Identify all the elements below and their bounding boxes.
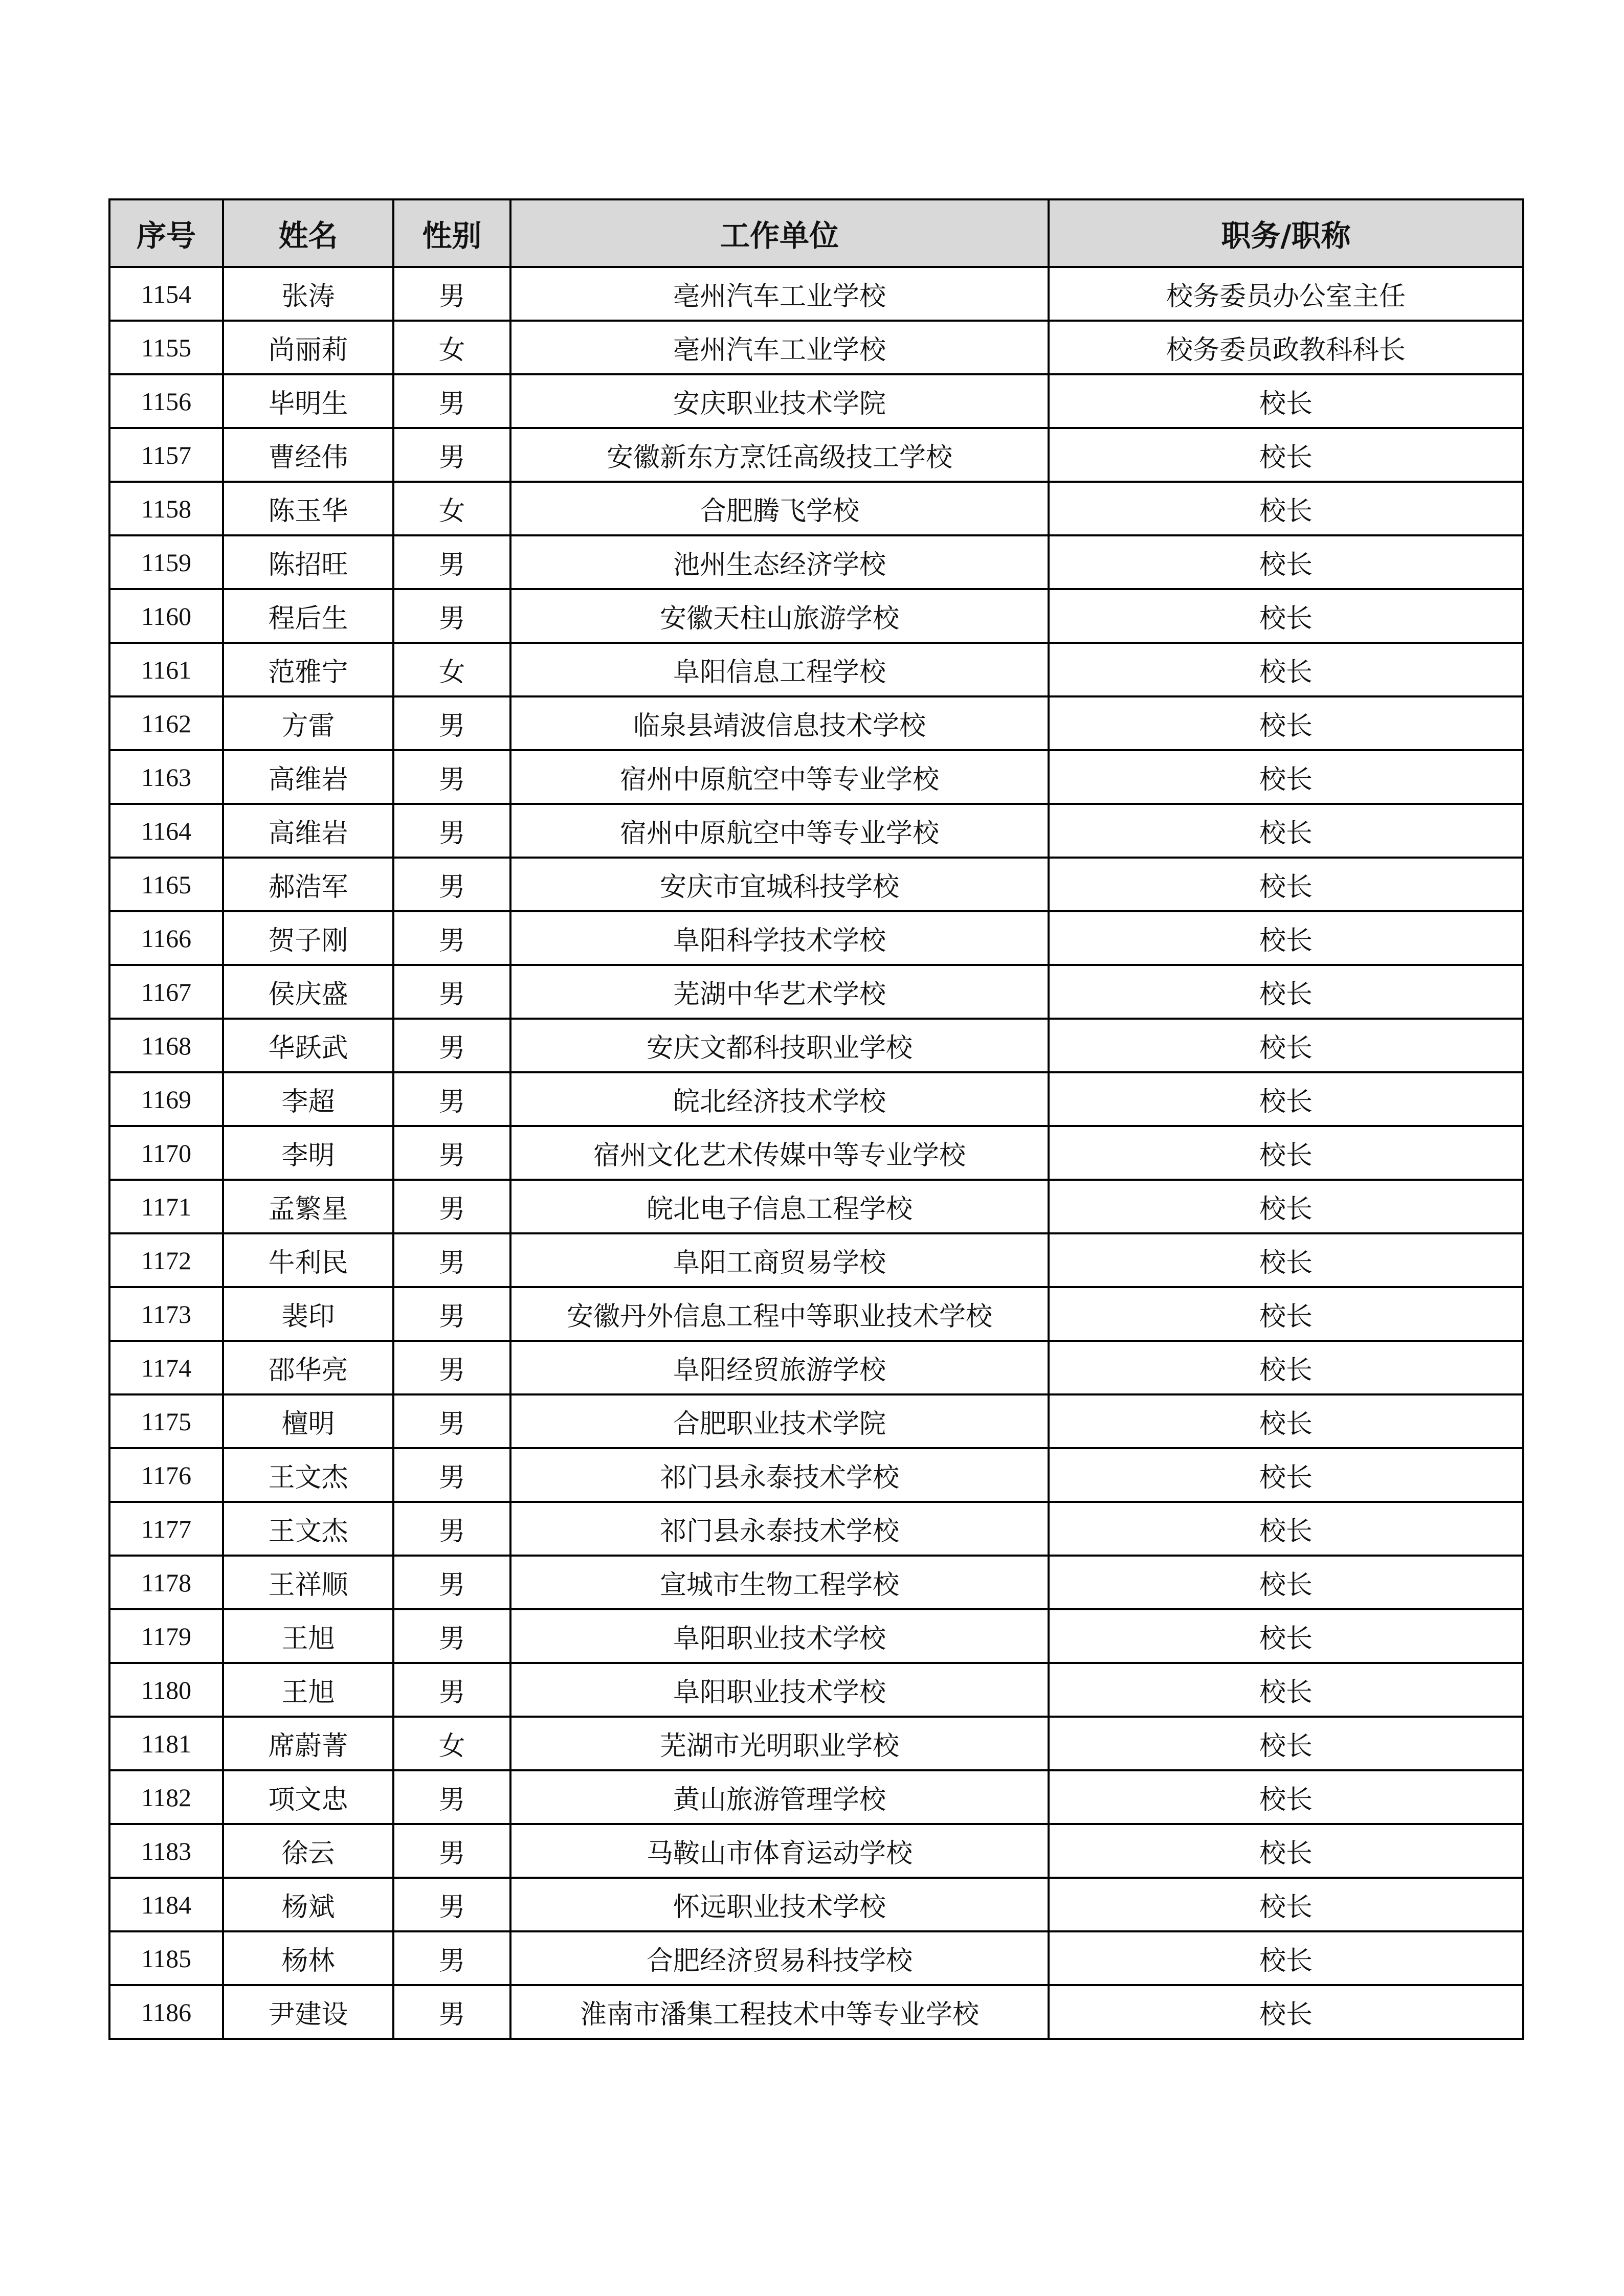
cell-serial-number: 1169 [109, 1072, 223, 1126]
table-row [109, 321, 1523, 374]
cell-work-unit: 阜阳职业技术学校 [510, 1663, 1049, 1717]
cell-name: 毕明生 [223, 374, 393, 428]
cell-name: 尚丽莉 [223, 321, 393, 374]
table-header [109, 199, 1523, 267]
cell-gender: 男 [393, 1233, 510, 1287]
cell-gender: 男 [393, 1931, 510, 1985]
cell-position-title: 校长 [1049, 696, 1523, 750]
cell-gender: 男 [393, 858, 510, 911]
cell-position-title: 校务委员办公室主任 [1049, 267, 1523, 321]
table-row [109, 1180, 1523, 1233]
cell-gender: 男 [393, 1609, 510, 1663]
table-row [109, 1556, 1523, 1609]
cell-serial-number: 1184 [109, 1878, 223, 1931]
cell-work-unit: 池州生态经济学校 [510, 535, 1049, 589]
cell-position-title: 校长 [1049, 1556, 1523, 1609]
cell-work-unit: 安庆市宜城科技学校 [510, 858, 1049, 911]
cell-position-title: 校长 [1049, 1341, 1523, 1394]
cell-serial-number: 1160 [109, 589, 223, 643]
cell-name: 高维岩 [223, 750, 393, 804]
cell-work-unit: 马鞍山市体育运动学校 [510, 1824, 1049, 1878]
table-row [109, 696, 1523, 750]
roster-table [108, 198, 1524, 2040]
cell-gender: 男 [393, 1985, 510, 2039]
cell-gender: 男 [393, 1287, 510, 1341]
table-row [109, 1985, 1523, 2039]
cell-serial-number: 1162 [109, 696, 223, 750]
table-row [109, 1341, 1523, 1394]
table-row [109, 750, 1523, 804]
cell-name: 邵华亮 [223, 1341, 393, 1394]
cell-gender: 男 [393, 965, 510, 1019]
header-work-unit: 工作单位 [510, 199, 1049, 267]
cell-position-title: 校长 [1049, 1878, 1523, 1931]
cell-position-title: 校长 [1049, 589, 1523, 643]
cell-position-title: 校长 [1049, 428, 1523, 482]
header-gender: 性别 [393, 199, 510, 267]
cell-position-title: 校长 [1049, 1394, 1523, 1448]
cell-work-unit: 芜湖中华艺术学校 [510, 965, 1049, 1019]
cell-work-unit: 祁门县永泰技术学校 [510, 1448, 1049, 1502]
header-row [109, 199, 1523, 267]
cell-name: 徐云 [223, 1824, 393, 1878]
cell-name: 孟繁星 [223, 1180, 393, 1233]
table-row [109, 1878, 1523, 1931]
table-row [109, 1072, 1523, 1126]
cell-gender: 男 [393, 1180, 510, 1233]
table-row [109, 428, 1523, 482]
table-row [109, 1287, 1523, 1341]
cell-work-unit: 芜湖市光明职业学校 [510, 1717, 1049, 1770]
cell-position-title: 校长 [1049, 1180, 1523, 1233]
table-row [109, 1931, 1523, 1985]
cell-work-unit: 宣城市生物工程学校 [510, 1556, 1049, 1609]
cell-serial-number: 1185 [109, 1931, 223, 1985]
cell-work-unit: 临泉县靖波信息技术学校 [510, 696, 1049, 750]
table-row [109, 1663, 1523, 1717]
cell-name: 方雷 [223, 696, 393, 750]
cell-name: 牛利民 [223, 1233, 393, 1287]
cell-serial-number: 1167 [109, 965, 223, 1019]
cell-work-unit: 皖北电子信息工程学校 [510, 1180, 1049, 1233]
cell-serial-number: 1177 [109, 1502, 223, 1556]
cell-gender: 男 [393, 1502, 510, 1556]
cell-work-unit: 怀远职业技术学校 [510, 1878, 1049, 1931]
cell-position-title: 校务委员政教科科长 [1049, 321, 1523, 374]
cell-position-title: 校长 [1049, 374, 1523, 428]
cell-name: 杨林 [223, 1931, 393, 1985]
table-row [109, 535, 1523, 589]
cell-work-unit: 安庆文都科技职业学校 [510, 1019, 1049, 1072]
cell-name: 范雅宁 [223, 643, 393, 696]
cell-gender: 男 [393, 589, 510, 643]
table-row [109, 1609, 1523, 1663]
cell-gender: 男 [393, 1663, 510, 1717]
cell-serial-number: 1172 [109, 1233, 223, 1287]
cell-name: 王文杰 [223, 1448, 393, 1502]
cell-name: 华跃武 [223, 1019, 393, 1072]
table-row [109, 1126, 1523, 1180]
cell-position-title: 校长 [1049, 1663, 1523, 1717]
cell-name: 王祥顺 [223, 1556, 393, 1609]
cell-name: 席蔚菁 [223, 1717, 393, 1770]
cell-serial-number: 1175 [109, 1394, 223, 1448]
table-row [109, 965, 1523, 1019]
cell-serial-number: 1186 [109, 1985, 223, 2039]
cell-serial-number: 1157 [109, 428, 223, 482]
table-row [109, 1019, 1523, 1072]
cell-gender: 男 [393, 1126, 510, 1180]
cell-work-unit: 淮南市潘集工程技术中等专业学校 [510, 1985, 1049, 2039]
cell-work-unit: 皖北经济技术学校 [510, 1072, 1049, 1126]
cell-gender: 男 [393, 1878, 510, 1931]
cell-name: 张涛 [223, 267, 393, 321]
cell-name: 王旭 [223, 1663, 393, 1717]
cell-gender: 男 [393, 804, 510, 858]
cell-serial-number: 1155 [109, 321, 223, 374]
cell-work-unit: 安庆职业技术学院 [510, 374, 1049, 428]
table-row [109, 374, 1523, 428]
cell-position-title: 校长 [1049, 911, 1523, 965]
cell-work-unit: 安徽新东方烹饪高级技工学校 [510, 428, 1049, 482]
cell-serial-number: 1181 [109, 1717, 223, 1770]
cell-work-unit: 阜阳科学技术学校 [510, 911, 1049, 965]
cell-serial-number: 1158 [109, 482, 223, 535]
cell-work-unit: 宿州文化艺术传媒中等专业学校 [510, 1126, 1049, 1180]
cell-gender: 男 [393, 535, 510, 589]
cell-serial-number: 1182 [109, 1770, 223, 1824]
table-row [109, 482, 1523, 535]
cell-gender: 男 [393, 1341, 510, 1394]
cell-work-unit: 安徽丹外信息工程中等职业技术学校 [510, 1287, 1049, 1341]
cell-work-unit: 阜阳信息工程学校 [510, 643, 1049, 696]
table-row [109, 1394, 1523, 1448]
cell-serial-number: 1164 [109, 804, 223, 858]
cell-position-title: 校长 [1049, 1824, 1523, 1878]
cell-gender: 男 [393, 750, 510, 804]
cell-gender: 男 [393, 696, 510, 750]
table-row [109, 911, 1523, 965]
cell-name: 李超 [223, 1072, 393, 1126]
cell-serial-number: 1159 [109, 535, 223, 589]
table-body [109, 267, 1523, 2039]
cell-gender: 男 [393, 1394, 510, 1448]
cell-work-unit: 阜阳职业技术学校 [510, 1609, 1049, 1663]
cell-work-unit: 祁门县永泰技术学校 [510, 1502, 1049, 1556]
table-row [109, 1448, 1523, 1502]
cell-position-title: 校长 [1049, 1770, 1523, 1824]
cell-serial-number: 1154 [109, 267, 223, 321]
table-row [109, 1717, 1523, 1770]
cell-work-unit: 亳州汽车工业学校 [510, 267, 1049, 321]
cell-serial-number: 1179 [109, 1609, 223, 1663]
cell-gender: 男 [393, 1448, 510, 1502]
cell-serial-number: 1171 [109, 1180, 223, 1233]
cell-position-title: 校长 [1049, 1717, 1523, 1770]
cell-work-unit: 宿州中原航空中等专业学校 [510, 750, 1049, 804]
cell-serial-number: 1161 [109, 643, 223, 696]
cell-position-title: 校长 [1049, 1233, 1523, 1287]
table-row [109, 643, 1523, 696]
cell-name: 程后生 [223, 589, 393, 643]
cell-serial-number: 1156 [109, 374, 223, 428]
cell-position-title: 校长 [1049, 1126, 1523, 1180]
cell-serial-number: 1168 [109, 1019, 223, 1072]
cell-gender: 女 [393, 321, 510, 374]
cell-name: 贺子刚 [223, 911, 393, 965]
cell-name: 尹建设 [223, 1985, 393, 2039]
cell-name: 陈招旺 [223, 535, 393, 589]
cell-serial-number: 1176 [109, 1448, 223, 1502]
table-row [109, 1502, 1523, 1556]
cell-gender: 男 [393, 1019, 510, 1072]
cell-name: 曹经伟 [223, 428, 393, 482]
cell-name: 檀明 [223, 1394, 393, 1448]
cell-position-title: 校长 [1049, 1985, 1523, 2039]
cell-work-unit: 阜阳工商贸易学校 [510, 1233, 1049, 1287]
cell-gender: 男 [393, 374, 510, 428]
table-row [109, 1233, 1523, 1287]
cell-position-title: 校长 [1049, 804, 1523, 858]
header-name: 姓名 [223, 199, 393, 267]
cell-gender: 男 [393, 911, 510, 965]
cell-position-title: 校长 [1049, 1931, 1523, 1985]
cell-serial-number: 1170 [109, 1126, 223, 1180]
cell-serial-number: 1165 [109, 858, 223, 911]
cell-work-unit: 宿州中原航空中等专业学校 [510, 804, 1049, 858]
cell-name: 陈玉华 [223, 482, 393, 535]
cell-serial-number: 1163 [109, 750, 223, 804]
cell-name: 李明 [223, 1126, 393, 1180]
cell-position-title: 校长 [1049, 858, 1523, 911]
table-row [109, 1770, 1523, 1824]
cell-position-title: 校长 [1049, 965, 1523, 1019]
cell-work-unit: 合肥职业技术学院 [510, 1394, 1049, 1448]
cell-gender: 男 [393, 267, 510, 321]
cell-name: 高维岩 [223, 804, 393, 858]
cell-gender: 女 [393, 1717, 510, 1770]
table-row [109, 589, 1523, 643]
cell-gender: 男 [393, 1770, 510, 1824]
cell-serial-number: 1173 [109, 1287, 223, 1341]
cell-name: 郝浩军 [223, 858, 393, 911]
cell-serial-number: 1183 [109, 1824, 223, 1878]
cell-name: 王旭 [223, 1609, 393, 1663]
cell-serial-number: 1166 [109, 911, 223, 965]
cell-name: 杨斌 [223, 1878, 393, 1931]
table-row [109, 267, 1523, 321]
cell-position-title: 校长 [1049, 1609, 1523, 1663]
cell-position-title: 校长 [1049, 1019, 1523, 1072]
table-row [109, 804, 1523, 858]
table-row [109, 858, 1523, 911]
cell-position-title: 校长 [1049, 1502, 1523, 1556]
cell-work-unit: 合肥腾飞学校 [510, 482, 1049, 535]
cell-work-unit: 阜阳经贸旅游学校 [510, 1341, 1049, 1394]
cell-name: 项文忠 [223, 1770, 393, 1824]
cell-work-unit: 黄山旅游管理学校 [510, 1770, 1049, 1824]
cell-position-title: 校长 [1049, 535, 1523, 589]
cell-position-title: 校长 [1049, 1072, 1523, 1126]
header-serial-number: 序号 [109, 199, 223, 267]
table-row [109, 1824, 1523, 1878]
cell-position-title: 校长 [1049, 643, 1523, 696]
cell-work-unit: 合肥经济贸易科技学校 [510, 1931, 1049, 1985]
cell-serial-number: 1180 [109, 1663, 223, 1717]
cell-gender: 女 [393, 643, 510, 696]
cell-position-title: 校长 [1049, 1448, 1523, 1502]
cell-gender: 男 [393, 1824, 510, 1878]
cell-gender: 男 [393, 1556, 510, 1609]
cell-name: 侯庆盛 [223, 965, 393, 1019]
cell-position-title: 校长 [1049, 1287, 1523, 1341]
cell-work-unit: 安徽天柱山旅游学校 [510, 589, 1049, 643]
cell-position-title: 校长 [1049, 750, 1523, 804]
cell-gender: 男 [393, 428, 510, 482]
cell-serial-number: 1174 [109, 1341, 223, 1394]
cell-name: 王文杰 [223, 1502, 393, 1556]
cell-serial-number: 1178 [109, 1556, 223, 1609]
cell-gender: 男 [393, 1072, 510, 1126]
cell-work-unit: 亳州汽车工业学校 [510, 321, 1049, 374]
cell-gender: 女 [393, 482, 510, 535]
cell-name: 裴印 [223, 1287, 393, 1341]
header-position-title: 职务/职称 [1049, 199, 1523, 267]
cell-position-title: 校长 [1049, 482, 1523, 535]
